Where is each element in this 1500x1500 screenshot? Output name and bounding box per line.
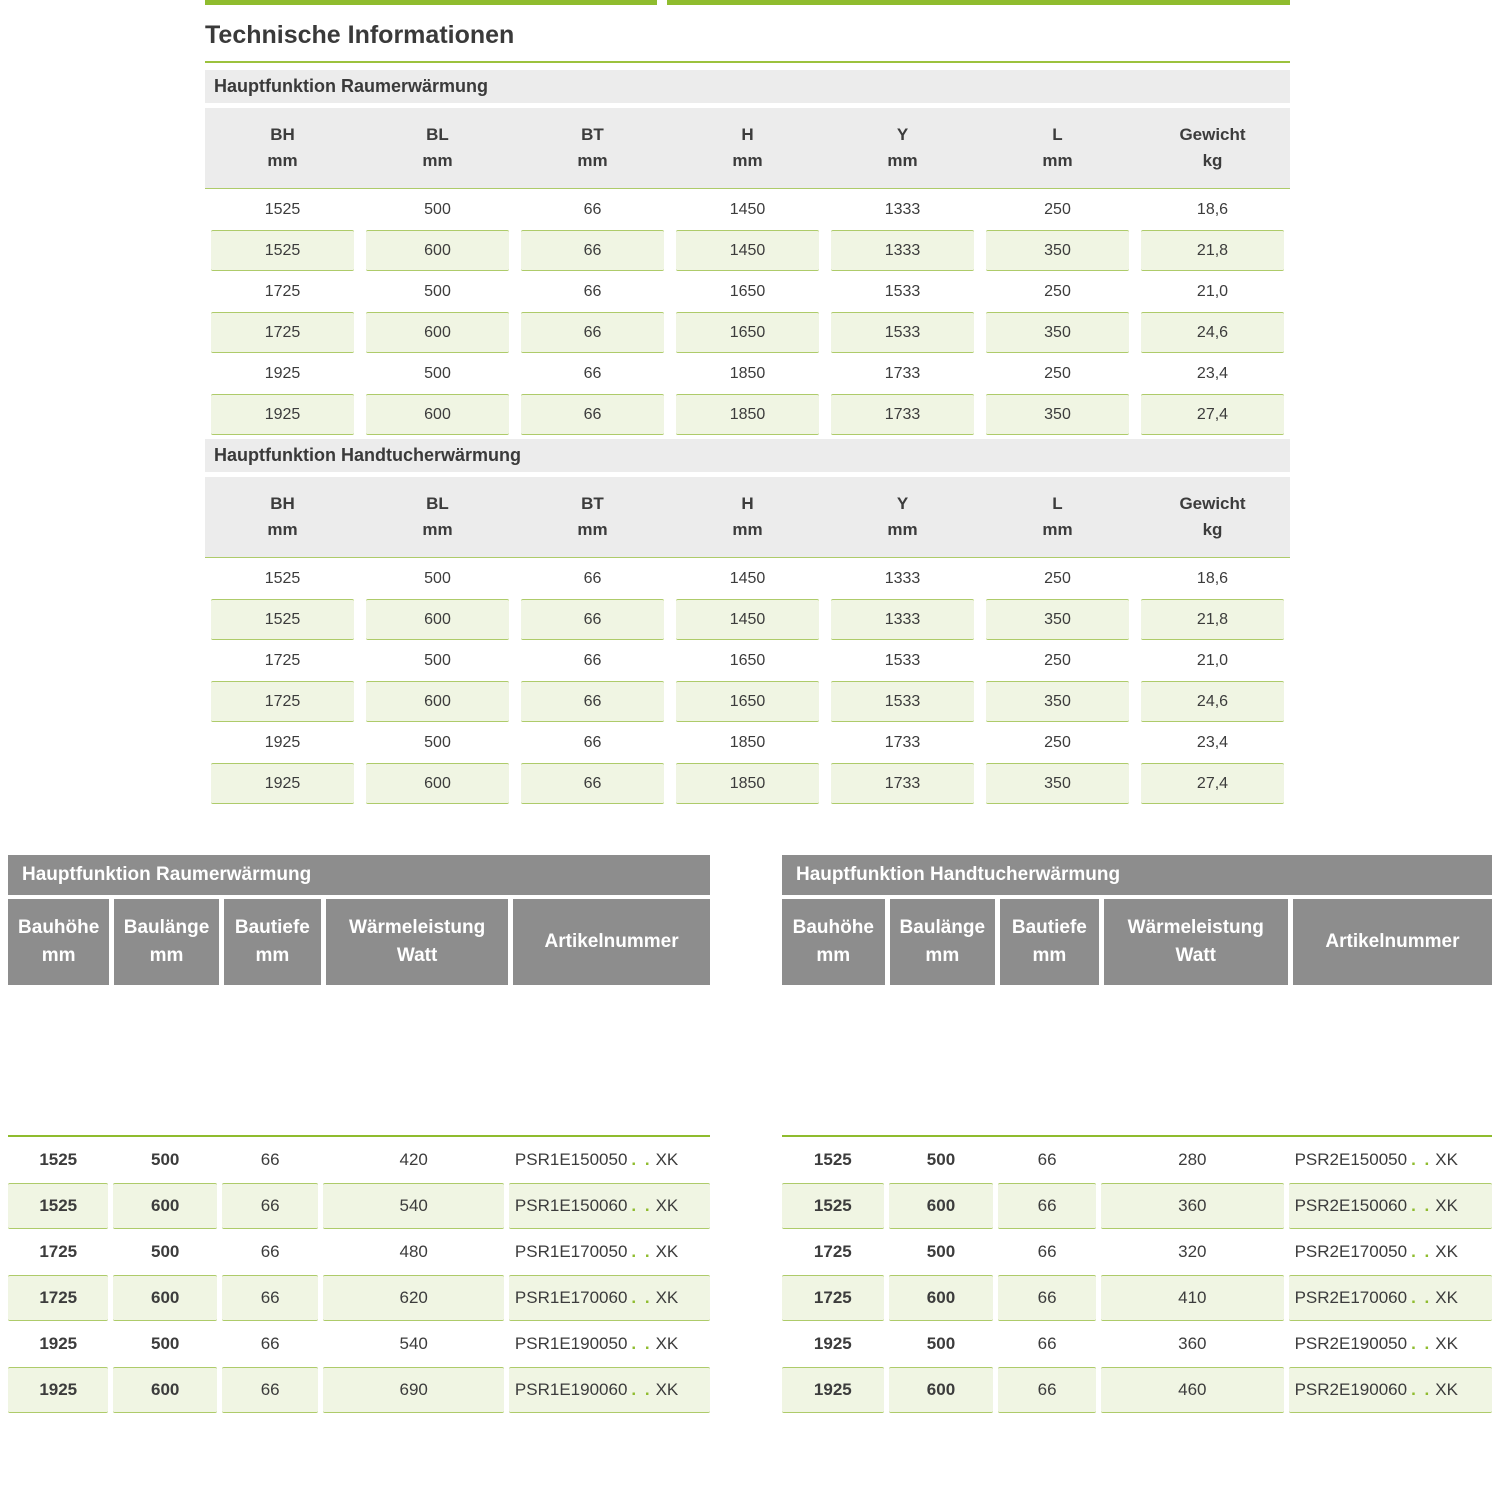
column-header bbox=[360, 491, 515, 544]
table-cell-gewicht: 21,8 bbox=[1141, 599, 1284, 640]
cell-baulaenge: 600 bbox=[113, 1275, 216, 1321]
column-header-unit: mm bbox=[816, 945, 851, 966]
dot-separator: . . bbox=[631, 1380, 652, 1399]
column-header-unit: Watt bbox=[1175, 945, 1216, 966]
column-header bbox=[980, 122, 1135, 175]
column-header-label: Bauhöhe bbox=[792, 917, 874, 939]
column-header-baulaenge bbox=[114, 899, 218, 985]
column-header-bautiefe bbox=[1000, 899, 1099, 985]
table-cell-l: 250 bbox=[1044, 569, 1071, 587]
cell-bautiefe: 66 bbox=[260, 1150, 280, 1169]
table-cell-y: 1333 bbox=[884, 569, 921, 587]
column-header-label: Wärmeleistung bbox=[1127, 917, 1264, 939]
cell-artikelnummer bbox=[509, 1321, 710, 1367]
table-cell-l: 250 bbox=[1044, 364, 1071, 382]
table-cell-bt: 66 bbox=[583, 200, 602, 218]
column-header-unit: mm bbox=[267, 151, 298, 170]
cell-artikelnummer bbox=[509, 1229, 710, 1275]
artikel-prefix: PSR1E190060 bbox=[514, 1380, 628, 1399]
column-header-label: L bbox=[1052, 124, 1063, 144]
column-header-unit: mm bbox=[1032, 945, 1067, 966]
cell-watt: 460 bbox=[1101, 1367, 1284, 1413]
column-header-unit: mm bbox=[887, 520, 918, 539]
column-header-unit: mm bbox=[255, 945, 290, 966]
table-row bbox=[782, 1229, 1492, 1275]
dot-separator: . . bbox=[631, 1242, 652, 1261]
table-cell-bl: 600 bbox=[366, 312, 509, 353]
table-band-raumerwaermung: Hauptfunktion Raumerwärmung bbox=[205, 70, 1290, 103]
column-header-unit: mm bbox=[1042, 151, 1073, 170]
cell-watt: 620 bbox=[323, 1275, 503, 1321]
artikel-prefix: PSR2E170050 bbox=[1294, 1242, 1408, 1261]
artikel-prefix: PSR2E170060 bbox=[1294, 1288, 1408, 1307]
column-header-unit: kg bbox=[1202, 151, 1223, 170]
table-cell-bl: 600 bbox=[366, 394, 509, 435]
table-cell-l: 250 bbox=[1044, 651, 1071, 669]
column-header-label: BL bbox=[426, 124, 449, 144]
column-header-label: BH bbox=[270, 124, 295, 144]
column-header-label: Baulänge bbox=[123, 917, 210, 939]
cell-artikelnummer bbox=[509, 1275, 710, 1321]
dot-separator: . . bbox=[631, 1334, 652, 1353]
column-header-label: Gewicht bbox=[1179, 124, 1246, 144]
table-cell-bt: 66 bbox=[521, 763, 664, 804]
artikel-suffix: XK bbox=[655, 1242, 679, 1261]
artikel-suffix: XK bbox=[1435, 1196, 1458, 1215]
table-row bbox=[205, 353, 1290, 394]
table-row bbox=[8, 1183, 710, 1229]
cell-watt: 540 bbox=[399, 1334, 428, 1353]
table-cell-l: 350 bbox=[986, 394, 1129, 435]
table-cell-bl: 500 bbox=[424, 364, 451, 382]
artikel-suffix: XK bbox=[1435, 1334, 1458, 1353]
cell-watt: 360 bbox=[1101, 1183, 1284, 1229]
cell-baulaenge: 500 bbox=[926, 1150, 956, 1169]
table-band-handtucherwaermung: Hauptfunktion Handtucherwärmung bbox=[205, 439, 1290, 472]
column-header-row bbox=[782, 899, 1492, 985]
column-header-bautiefe bbox=[224, 899, 321, 985]
dot-separator: . . bbox=[1411, 1196, 1432, 1215]
table-body bbox=[782, 1135, 1492, 1413]
artikel-prefix: PSR1E150050 bbox=[514, 1150, 628, 1169]
dot-separator: . . bbox=[631, 1150, 652, 1169]
table-cell-bh: 1525 bbox=[264, 200, 301, 218]
column-header-label: Y bbox=[896, 124, 909, 144]
table-cell-bt: 66 bbox=[521, 599, 664, 640]
cell-bauhoehe: 1725 bbox=[39, 1242, 78, 1261]
table-cell-l: 250 bbox=[1044, 200, 1071, 218]
column-header-label: Wärmeleistung bbox=[349, 917, 486, 939]
table-cell-y: 1533 bbox=[884, 282, 921, 300]
column-header-label: Artikelnummer bbox=[544, 931, 679, 953]
cell-bauhoehe: 1925 bbox=[8, 1367, 108, 1413]
column-header-row bbox=[205, 108, 1290, 189]
table-cell-l: 350 bbox=[986, 230, 1129, 271]
cell-baulaenge: 500 bbox=[926, 1242, 956, 1261]
table-cell-bh: 1725 bbox=[211, 312, 354, 353]
table-cell-bh: 1725 bbox=[264, 282, 301, 300]
cell-baulaenge: 600 bbox=[889, 1183, 994, 1229]
cell-watt: 420 bbox=[399, 1150, 428, 1169]
table-band-raumerwaermung: Hauptfunktion Raumerwärmung bbox=[8, 855, 710, 895]
dot-separator: . . bbox=[631, 1288, 652, 1307]
table-cell-h: 1650 bbox=[676, 681, 819, 722]
table-cell-bt: 66 bbox=[521, 312, 664, 353]
table-cell-bh: 1925 bbox=[211, 394, 354, 435]
table-row bbox=[8, 1367, 710, 1413]
table-cell-bt: 66 bbox=[521, 230, 664, 271]
cell-bautiefe: 66 bbox=[998, 1183, 1096, 1229]
column-header bbox=[825, 122, 980, 175]
column-header bbox=[205, 491, 360, 544]
column-header-label: H bbox=[741, 124, 754, 144]
column-header-label: Bauhöhe bbox=[18, 917, 100, 939]
column-header bbox=[1135, 491, 1290, 544]
cell-artikelnummer bbox=[1289, 1321, 1492, 1367]
column-header-unit: mm bbox=[732, 151, 763, 170]
cell-bauhoehe: 1525 bbox=[782, 1183, 884, 1229]
table-cell-gewicht: 23,4 bbox=[1196, 364, 1229, 382]
table-cell-y: 1333 bbox=[831, 230, 974, 271]
table-cell-bh: 1525 bbox=[264, 569, 301, 587]
column-header-row bbox=[8, 899, 710, 985]
column-header-unit: kg bbox=[1202, 520, 1223, 539]
table-cell-gewicht: 27,4 bbox=[1141, 394, 1284, 435]
column-header-waermeleistung bbox=[326, 899, 508, 985]
top-accent-bar bbox=[205, 0, 1290, 5]
table-cell-h: 1850 bbox=[676, 394, 819, 435]
cell-bautiefe: 66 bbox=[1037, 1242, 1057, 1261]
cell-bautiefe: 66 bbox=[222, 1183, 319, 1229]
table-row bbox=[205, 271, 1290, 312]
cell-bauhoehe: 1725 bbox=[813, 1242, 852, 1261]
table-cell-bh: 1925 bbox=[211, 763, 354, 804]
artikel-prefix: PSR2E150050 bbox=[1294, 1150, 1408, 1169]
table-cell-bt: 66 bbox=[521, 681, 664, 722]
dot-separator: . . bbox=[1411, 1334, 1432, 1353]
cell-bautiefe: 66 bbox=[1037, 1334, 1057, 1353]
cell-artikelnummer bbox=[1289, 1229, 1492, 1275]
table-row bbox=[205, 189, 1290, 230]
table-row bbox=[782, 1275, 1492, 1321]
column-header-unit: mm bbox=[925, 945, 960, 966]
table-row bbox=[205, 558, 1290, 599]
cell-bautiefe: 66 bbox=[260, 1242, 280, 1261]
table-cell-h: 1850 bbox=[676, 763, 819, 804]
cell-bauhoehe: 1525 bbox=[813, 1150, 852, 1169]
column-header-label: Artikelnummer bbox=[1325, 931, 1460, 953]
artikel-suffix: XK bbox=[655, 1288, 679, 1307]
table-cell-gewicht: 21,0 bbox=[1196, 282, 1229, 300]
accent-bar-gap bbox=[657, 0, 667, 5]
cell-artikelnummer bbox=[509, 1367, 710, 1413]
column-header-label: Gewicht bbox=[1179, 493, 1246, 513]
table-cell-h: 1450 bbox=[676, 599, 819, 640]
table-cell-gewicht: 21,0 bbox=[1196, 651, 1229, 669]
table-cell-bt: 66 bbox=[583, 364, 602, 382]
table-cell-h: 1650 bbox=[729, 651, 766, 669]
cell-artikelnummer bbox=[509, 1137, 710, 1183]
table-row bbox=[205, 230, 1290, 271]
artikel-prefix: PSR2E190060 bbox=[1294, 1380, 1408, 1399]
artikel-prefix: PSR1E150060 bbox=[514, 1196, 628, 1215]
column-header bbox=[515, 491, 670, 544]
column-header bbox=[670, 122, 825, 175]
table-cell-h: 1650 bbox=[729, 282, 766, 300]
table-cell-h: 1450 bbox=[729, 200, 766, 218]
table-cell-gewicht: 24,6 bbox=[1141, 312, 1284, 353]
artikel-suffix: XK bbox=[1435, 1380, 1458, 1399]
table-cell-h: 1850 bbox=[729, 364, 766, 382]
table-cell-h: 1450 bbox=[676, 230, 819, 271]
cell-artikelnummer bbox=[509, 1183, 710, 1229]
order-table-handtucherwaermung bbox=[782, 855, 1492, 1413]
column-header-artikelnummer bbox=[513, 899, 710, 985]
column-header-unit: mm bbox=[149, 945, 184, 966]
dot-separator: . . bbox=[1411, 1288, 1432, 1307]
column-header bbox=[360, 122, 515, 175]
cell-artikelnummer bbox=[1289, 1137, 1492, 1183]
table-cell-y: 1533 bbox=[831, 681, 974, 722]
table-row bbox=[8, 1321, 710, 1367]
column-header-bauhoehe bbox=[782, 899, 885, 985]
table-cell-gewicht: 21,8 bbox=[1141, 230, 1284, 271]
table-cell-bl: 600 bbox=[366, 763, 509, 804]
column-header-bauhoehe bbox=[8, 899, 109, 985]
cell-bauhoehe: 1525 bbox=[39, 1150, 78, 1169]
table-cell-gewicht: 27,4 bbox=[1141, 763, 1284, 804]
table-body bbox=[8, 1135, 710, 1413]
cell-baulaenge: 600 bbox=[113, 1367, 216, 1413]
cell-bautiefe: 66 bbox=[222, 1367, 319, 1413]
artikel-prefix: PSR1E190050 bbox=[514, 1334, 628, 1353]
title-underline bbox=[205, 61, 1290, 63]
table-body bbox=[205, 189, 1290, 435]
cell-baulaenge: 600 bbox=[889, 1367, 994, 1413]
column-header bbox=[670, 491, 825, 544]
cell-bauhoehe: 1525 bbox=[8, 1183, 108, 1229]
table-row bbox=[205, 681, 1290, 722]
table-cell-bl: 600 bbox=[366, 599, 509, 640]
technical-info-section bbox=[205, 0, 1290, 804]
cell-artikelnummer bbox=[1289, 1367, 1492, 1413]
table-row bbox=[8, 1229, 710, 1275]
table-cell-bh: 1525 bbox=[211, 599, 354, 640]
column-header-unit: mm bbox=[41, 945, 76, 966]
cell-baulaenge: 500 bbox=[150, 1242, 180, 1261]
column-header-label: BH bbox=[270, 493, 295, 513]
table-cell-y: 1733 bbox=[884, 364, 921, 382]
table-cell-l: 350 bbox=[986, 681, 1129, 722]
table-cell-bt: 66 bbox=[583, 569, 602, 587]
table-cell-y: 1733 bbox=[884, 733, 921, 751]
dot-separator: . . bbox=[631, 1196, 652, 1215]
cell-bauhoehe: 1725 bbox=[8, 1275, 108, 1321]
table-cell-bh: 1725 bbox=[211, 681, 354, 722]
artikel-suffix: XK bbox=[655, 1150, 679, 1169]
table-row bbox=[8, 1275, 710, 1321]
cell-baulaenge: 600 bbox=[113, 1183, 216, 1229]
column-header-baulaenge bbox=[890, 899, 996, 985]
column-header bbox=[515, 122, 670, 175]
column-header-waermeleistung bbox=[1104, 899, 1288, 985]
table-cell-bl: 500 bbox=[424, 569, 451, 587]
page-title: Technische Informationen bbox=[205, 21, 515, 49]
cell-bautiefe: 66 bbox=[998, 1275, 1096, 1321]
table-cell-gewicht: 23,4 bbox=[1196, 733, 1229, 751]
cell-watt: 360 bbox=[1178, 1334, 1207, 1353]
artikel-suffix: XK bbox=[655, 1380, 679, 1399]
table-cell-bl: 500 bbox=[424, 651, 451, 669]
column-header-label: Y bbox=[896, 493, 909, 513]
dot-separator: . . bbox=[1411, 1380, 1432, 1399]
cell-bautiefe: 66 bbox=[260, 1334, 280, 1353]
cell-bautiefe: 66 bbox=[998, 1367, 1096, 1413]
table-cell-h: 1850 bbox=[729, 733, 766, 751]
cell-watt: 480 bbox=[399, 1242, 428, 1261]
column-header bbox=[1135, 122, 1290, 175]
column-header-row bbox=[205, 477, 1290, 558]
accent-bar-segment bbox=[205, 0, 657, 5]
cell-bautiefe: 66 bbox=[1037, 1150, 1057, 1169]
table-cell-h: 1650 bbox=[676, 312, 819, 353]
table-cell-gewicht: 18,6 bbox=[1196, 569, 1229, 587]
table-cell-bt: 66 bbox=[583, 651, 602, 669]
column-header bbox=[205, 122, 360, 175]
column-header-unit: mm bbox=[267, 520, 298, 539]
cell-artikelnummer bbox=[1289, 1275, 1492, 1321]
cell-watt: 280 bbox=[1178, 1150, 1207, 1169]
table-row bbox=[782, 1183, 1492, 1229]
table-cell-bh: 1525 bbox=[211, 230, 354, 271]
table-row bbox=[205, 722, 1290, 763]
column-header-unit: mm bbox=[1042, 520, 1073, 539]
table-cell-bl: 600 bbox=[366, 230, 509, 271]
column-header-label: Bautiefe bbox=[1011, 917, 1087, 939]
column-header-unit: mm bbox=[422, 151, 453, 170]
table-cell-l: 350 bbox=[986, 763, 1129, 804]
cell-bauhoehe: 1925 bbox=[782, 1367, 884, 1413]
order-table-raumerwaermung bbox=[8, 855, 710, 1413]
cell-artikelnummer bbox=[1289, 1183, 1492, 1229]
column-header-unit: mm bbox=[577, 151, 608, 170]
dot-separator: . . bbox=[1411, 1242, 1432, 1261]
table-row bbox=[205, 394, 1290, 435]
table-cell-y: 1533 bbox=[884, 651, 921, 669]
column-header-label: BT bbox=[581, 124, 604, 144]
cell-baulaenge: 500 bbox=[150, 1150, 180, 1169]
table-cell-y: 1733 bbox=[831, 394, 974, 435]
accent-bar-segment bbox=[667, 0, 1290, 5]
column-header-label: BT bbox=[581, 493, 604, 513]
cell-bautiefe: 66 bbox=[222, 1275, 319, 1321]
column-header bbox=[980, 491, 1135, 544]
column-header-label: L bbox=[1052, 493, 1063, 513]
table-cell-y: 1733 bbox=[831, 763, 974, 804]
table-row bbox=[205, 312, 1290, 353]
artikel-suffix: XK bbox=[1435, 1242, 1458, 1261]
table-cell-bh: 1725 bbox=[264, 651, 301, 669]
artikel-suffix: XK bbox=[1435, 1150, 1458, 1169]
cell-watt: 540 bbox=[323, 1183, 503, 1229]
table-cell-l: 350 bbox=[986, 599, 1129, 640]
cell-watt: 320 bbox=[1178, 1242, 1207, 1261]
column-header-unit: mm bbox=[887, 151, 918, 170]
column-header-unit: Watt bbox=[396, 945, 438, 966]
table-cell-bl: 600 bbox=[366, 681, 509, 722]
table-row bbox=[782, 1367, 1492, 1413]
table-row bbox=[8, 1137, 710, 1183]
artikel-prefix: PSR1E170060 bbox=[514, 1288, 628, 1307]
table-body bbox=[205, 558, 1290, 804]
artikel-suffix: XK bbox=[1435, 1288, 1458, 1307]
table-row bbox=[782, 1137, 1492, 1183]
table-cell-bl: 500 bbox=[424, 282, 451, 300]
table-cell-y: 1333 bbox=[884, 200, 921, 218]
cell-baulaenge: 600 bbox=[889, 1275, 994, 1321]
cell-bauhoehe: 1925 bbox=[39, 1334, 78, 1353]
table-cell-bh: 1925 bbox=[264, 364, 301, 382]
table-cell-y: 1533 bbox=[831, 312, 974, 353]
column-header-label: BL bbox=[426, 493, 449, 513]
column-header-unit: mm bbox=[422, 520, 453, 539]
cell-bauhoehe: 1725 bbox=[782, 1275, 884, 1321]
table-cell-y: 1333 bbox=[831, 599, 974, 640]
column-header-label: Bautiefe bbox=[234, 917, 310, 939]
table-cell-gewicht: 24,6 bbox=[1141, 681, 1284, 722]
cell-watt: 690 bbox=[323, 1367, 503, 1413]
cell-bauhoehe: 1925 bbox=[813, 1334, 852, 1353]
artikel-prefix: PSR2E150060 bbox=[1294, 1196, 1408, 1215]
column-header bbox=[825, 491, 980, 544]
table-cell-l: 250 bbox=[1044, 733, 1071, 751]
artikel-prefix: PSR1E170050 bbox=[514, 1242, 628, 1261]
table-cell-bt: 66 bbox=[583, 733, 602, 751]
table-cell-l: 350 bbox=[986, 312, 1129, 353]
column-header-artikelnummer bbox=[1293, 899, 1492, 985]
column-header-unit: mm bbox=[577, 520, 608, 539]
table-row bbox=[205, 763, 1290, 804]
table-cell-bh: 1925 bbox=[264, 733, 301, 751]
column-header-label: H bbox=[741, 493, 754, 513]
column-header-unit: mm bbox=[732, 520, 763, 539]
table-cell-h: 1450 bbox=[729, 569, 766, 587]
table-cell-l: 250 bbox=[1044, 282, 1071, 300]
artikel-suffix: XK bbox=[655, 1334, 679, 1353]
table-row bbox=[782, 1321, 1492, 1367]
table-cell-gewicht: 18,6 bbox=[1196, 200, 1229, 218]
artikel-suffix: XK bbox=[655, 1196, 679, 1215]
table-cell-bt: 66 bbox=[521, 394, 664, 435]
cell-baulaenge: 500 bbox=[150, 1334, 180, 1353]
table-row bbox=[205, 640, 1290, 681]
table-band-handtucherwaermung: Hauptfunktion Handtucherwärmung bbox=[782, 855, 1492, 895]
table-cell-bt: 66 bbox=[583, 282, 602, 300]
column-header-label: Baulänge bbox=[899, 917, 986, 939]
cell-baulaenge: 500 bbox=[926, 1334, 956, 1353]
dot-separator: . . bbox=[1411, 1150, 1432, 1169]
table-cell-bl: 500 bbox=[424, 200, 451, 218]
artikel-prefix: PSR2E190050 bbox=[1294, 1334, 1408, 1353]
table-row bbox=[205, 599, 1290, 640]
cell-watt: 410 bbox=[1101, 1275, 1284, 1321]
table-cell-bl: 500 bbox=[424, 733, 451, 751]
